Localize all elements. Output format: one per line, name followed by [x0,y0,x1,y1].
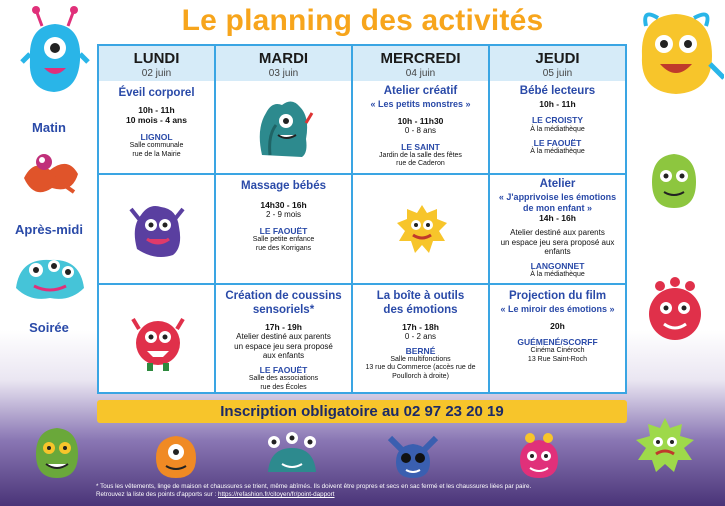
activity-location: LE FAOUËT [533,138,582,148]
activity-description: un espace jeu sera proposé aux [500,237,615,247]
row-label-afternoon: Après-midi [15,222,83,237]
activity-address: 13 Rue Saint-Roch [527,355,588,363]
activity-location: BERNÉ [405,345,436,356]
yellow-monster-illustration [395,201,449,257]
activity-title: Massage bébés [240,180,326,192]
activity-location: LE FAOUËT [259,365,308,375]
activity-description: un espace jeu sera proposé [234,341,333,351]
activity-description: Atelier destiné aux parents [236,332,331,342]
activity-title: Atelier créatif [383,85,458,97]
yellow-big-monster-illustration [632,4,724,104]
activity-time: 14h30 - 16h [260,199,307,210]
activity-title: Bébé lecteurs [519,85,596,97]
activity-time: 17h - 18h [402,321,439,332]
activity-subtitle: « Le miroir des émotions » [500,303,615,314]
footer-prefix: Retrouvez la liste des points d'apports sur : [96,491,218,499]
activity-location: LE FAOUËT [259,226,308,237]
activity-address: rue des Écoles [260,383,307,391]
activity-location: LE SAINT [401,141,440,152]
cyan-monster-illustration [10,248,90,304]
activity-age: 10 mois - 4 ans [126,115,187,126]
activity-address: rue de Caderon [396,160,445,168]
activity-time: 10h - 11h [539,98,576,109]
activity-subtitle: de mon enfant » [522,202,592,213]
cell-wednesday-evening [353,285,488,392]
activity-title: Création de coussins [225,290,342,302]
day-name: MERCREDI [380,50,461,67]
activity-description: Atelier destiné aux parents [510,228,605,238]
activity-address: Jardin de la salle des fêtes [379,152,462,159]
activity-age: 0 - 8 ans [404,126,437,136]
cell-wednesday-afternoon [353,175,488,283]
pink-monster-illustration [512,430,566,482]
day-date: 02 juin [141,68,172,79]
activity-address: Poullorch à droite) [392,372,449,380]
activity-description: enfants [544,247,571,257]
teal-monster-illustration [256,95,314,159]
activity-age: 2 - 9 mois [265,210,302,220]
red-monster-illustration [129,311,187,373]
activity-address: Salle des associations [248,375,319,383]
cell-monday-afternoon [99,175,214,283]
activity-address: 13 rue du Commerce (accès rue de [365,364,476,372]
activity-address: rue des Korrigans [255,244,312,252]
footer-line-1: * Tous les vêtements, linge de maison et chaussures se trient, même abîmés. Ils doivent être propres et secs en sac fermé et les chaussures liées par paire. [96,483,532,490]
blue-eared-monster-illustration [386,430,440,482]
activity-time: 10h - 11h [138,104,175,115]
activity-time: 10h - 11h30 [397,115,444,126]
green-cat-monster-illustration [30,420,84,480]
orange-monster-illustration [150,430,202,480]
row-label-morning: Matin [32,120,66,135]
cell-wednesday-morning [353,81,488,173]
cell-thursday-afternoon [490,175,625,283]
orange-creature-illustration [14,148,84,204]
activity-time: 17h - 19h [265,321,302,332]
registration-banner: Inscription obligatoire au 02 97 23 20 19 [97,400,627,423]
cell-tuesday-morning [216,81,351,173]
activity-time: 20h [550,320,565,331]
activity-subtitle: « Les petits monstres » [370,98,471,109]
day-date: 05 juin [542,68,573,79]
activity-subtitle: « J'apprivoise les émotions [498,191,617,202]
activity-address: À la médiathèque [530,148,585,156]
day-date: 04 juin [405,68,436,79]
activity-address: Salle multifonctions [390,356,451,363]
activity-location: LE CROISTY [531,115,583,126]
activity-address: Salle petite enfance [252,236,315,244]
activity-title: sensoriels* [252,303,315,316]
row-label-evening: Soirée [29,320,69,335]
schedule-grid [97,44,627,394]
teal-eyes-monster-illustration [262,432,322,480]
activity-title: Atelier [539,178,576,190]
activity-address: À la médiathèque [530,125,585,133]
footer-line-2 [96,491,716,499]
activity-location: LANGONNET [530,260,585,271]
lime-spiky-monster-illustration [630,414,700,478]
cell-thursday-morning [490,81,625,173]
cell-tuesday-evening [216,285,351,392]
refashion-link[interactable]: https://refashion.fr/citoyen/fr/point-dapport [217,491,335,499]
cell-monday-morning [99,81,214,173]
activity-title: Éveil corporel [118,87,195,99]
cell-thursday-evening [490,285,625,392]
cell-monday-evening [99,285,214,392]
activity-title: des émotions [383,303,458,316]
day-name: JEUDI [535,50,580,67]
activity-address: Cinéma Cinéroch [530,347,585,355]
blue-monster-illustration [20,4,90,96]
activity-time: 14h - 16h [539,213,576,224]
activity-location: LIGNOL [140,132,173,143]
cell-tuesday-afternoon [216,175,351,283]
activity-location: GUÉMENÉ/SCORFF [517,337,598,348]
activity-description: aux enfants [262,351,305,361]
purple-monster-illustration [129,199,185,259]
activity-address: Salle communale [129,142,184,150]
green-monster-illustration [646,148,702,212]
day-name: LUNDI [133,50,180,67]
day-name: MARDI [258,50,309,67]
day-date: 03 juin [268,68,299,79]
activity-title: Projection du film [508,290,607,302]
red-dotted-monster-illustration [640,276,710,346]
footer-note [96,483,716,499]
activity-address: À la médiathèque [530,270,585,278]
activity-age: 0 - 2 ans [404,332,437,342]
activity-address: rue de la Mairie [132,150,181,158]
page-title: Le planning des activités [181,4,544,37]
activity-title: La boîte à outils [376,290,465,302]
